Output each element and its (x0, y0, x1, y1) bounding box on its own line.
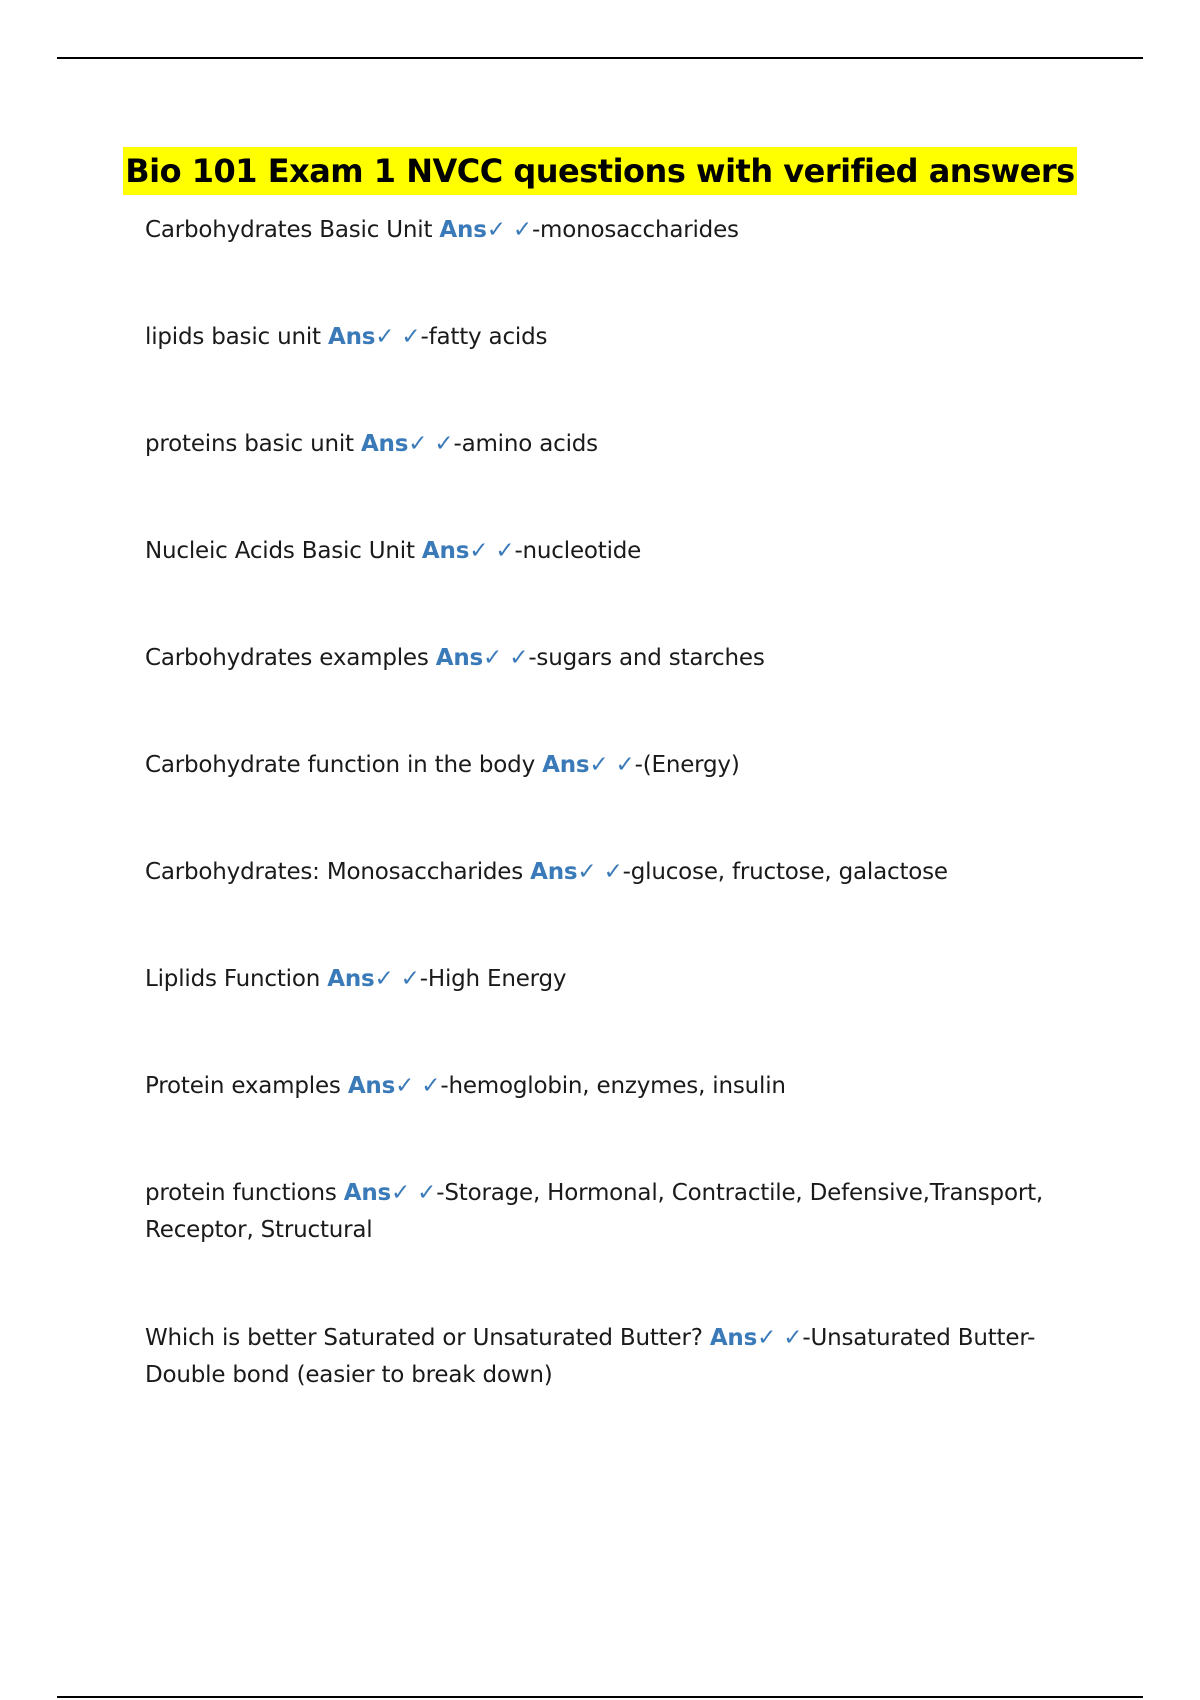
title-container (0, 147, 1200, 195)
check-icon: ✓ ✓ (469, 538, 515, 564)
qa-item (145, 426, 1065, 463)
answer-text: -Unsaturated Butter-Double bond (easier to break down) (145, 1325, 1036, 1388)
question-text: Which is better Saturated or Unsaturated Butter? (145, 1325, 710, 1351)
qa-item (145, 319, 1065, 356)
qa-item (145, 1320, 1065, 1394)
answer-text: -High Energy (419, 966, 567, 992)
check-icon: ✓ ✓ (395, 1073, 441, 1099)
question-text: Carbohydrates examples (145, 645, 436, 671)
ans-label: Ans (435, 645, 484, 671)
ans-label: Ans (542, 752, 590, 778)
answer-text: -nucleotide (514, 538, 642, 564)
answer-text: -sugars and starches (528, 645, 765, 671)
check-icon: ✓ ✓ (375, 324, 421, 350)
check-icon: ✓ ✓ (408, 431, 454, 457)
ans-label: Ans (360, 431, 409, 457)
check-icon: ✓ ✓ (577, 859, 623, 885)
answer-text: -hemoglobin, enzymes, insulin (440, 1073, 786, 1099)
qa-item (145, 533, 1065, 570)
question-text: Liplids Function (145, 966, 328, 992)
ans-label: Ans (421, 538, 470, 564)
check-icon: ✓ ✓ (483, 645, 529, 671)
qa-item (145, 212, 1065, 249)
check-icon: ✓ ✓ (589, 752, 635, 778)
bottom-rule (57, 1696, 1143, 1698)
check-icon: ✓ ✓ (374, 966, 420, 992)
ans-label: Ans (347, 1073, 396, 1099)
question-text: proteins basic unit (145, 431, 361, 457)
answer-text: -Storage, Hormonal, Contractile, Defensive,Transport, Receptor, Structural (145, 1180, 1044, 1243)
ans-label: Ans (439, 217, 487, 243)
answer-text: -(Energy) (634, 752, 740, 778)
document-title: Bio 101 Exam 1 NVCC questions with verified answers (123, 147, 1076, 195)
qa-item (145, 1068, 1065, 1105)
qa-item (145, 747, 1065, 784)
question-text: protein functions (145, 1180, 344, 1206)
answer-text: -amino acids (453, 431, 598, 457)
qa-item (145, 1175, 1065, 1249)
check-icon: ✓ ✓ (757, 1325, 803, 1351)
question-text: Carbohydrates Basic Unit (145, 217, 440, 243)
check-icon: ✓ ✓ (390, 1180, 437, 1206)
answer-text: -fatty acids (420, 324, 548, 350)
question-text: Nucleic Acids Basic Unit (145, 538, 422, 564)
qa-item (145, 854, 1065, 891)
question-text: Protein examples (145, 1073, 348, 1099)
qa-item (145, 961, 1065, 998)
ans-label: Ans (709, 1325, 758, 1351)
answer-text: -glucose, fructose, galactose (622, 859, 948, 885)
top-rule (57, 57, 1143, 59)
question-text: Carbohydrate function in the body (145, 752, 543, 778)
question-text: lipids basic unit (145, 324, 328, 350)
ans-label: Ans (343, 1180, 391, 1206)
question-text: Carbohydrates: Monosaccharides (145, 859, 531, 885)
ans-label: Ans (327, 966, 375, 992)
ans-label: Ans (530, 859, 578, 885)
qa-item (145, 640, 1065, 677)
check-icon: ✓ ✓ (486, 217, 532, 243)
answer-text: -monosaccharides (531, 217, 739, 243)
ans-label: Ans (327, 324, 376, 350)
